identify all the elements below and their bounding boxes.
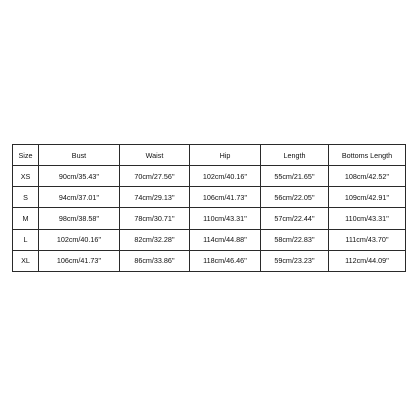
cell-bottoms-length: 109cm/42.91'' <box>329 187 406 208</box>
cell-waist: 70cm/27.56'' <box>120 166 190 187</box>
cell-bust: 102cm/40.16'' <box>39 229 120 250</box>
table-row <box>13 250 406 271</box>
cell-length: 59cm/23.23'' <box>261 250 329 271</box>
table-row <box>13 229 406 250</box>
cell-waist: 86cm/33.86'' <box>120 250 190 271</box>
cell-bust: 90cm/35.43'' <box>39 166 120 187</box>
cell-size: XS <box>13 166 39 187</box>
cell-waist: 82cm/32.28'' <box>120 229 190 250</box>
cell-hip: 106cm/41.73'' <box>190 187 261 208</box>
cell-waist: 74cm/29.13'' <box>120 187 190 208</box>
table-row <box>13 166 406 187</box>
size-chart-table <box>12 144 406 272</box>
cell-size: L <box>13 229 39 250</box>
cell-hip: 114cm/44.88'' <box>190 229 261 250</box>
cell-bottoms-length: 108cm/42.52'' <box>329 166 406 187</box>
header-row <box>13 145 406 166</box>
cell-bust: 98cm/38.58'' <box>39 208 120 229</box>
cell-waist: 78cm/30.71'' <box>120 208 190 229</box>
cell-bottoms-length: 111cm/43.70'' <box>329 229 406 250</box>
cell-length: 58cm/22.83'' <box>261 229 329 250</box>
cell-size: XL <box>13 250 39 271</box>
cell-size: M <box>13 208 39 229</box>
cell-hip: 118cm/46.46'' <box>190 250 261 271</box>
header-size: Size <box>13 145 39 166</box>
cell-size: S <box>13 187 39 208</box>
table-row <box>13 187 406 208</box>
cell-bust: 106cm/41.73'' <box>39 250 120 271</box>
cell-bust: 94cm/37.01'' <box>39 187 120 208</box>
table-row <box>13 208 406 229</box>
header-length: Length <box>261 145 329 166</box>
cell-hip: 110cm/43.31'' <box>190 208 261 229</box>
header-bust: Bust <box>39 145 120 166</box>
cell-bottoms-length: 110cm/43.31'' <box>329 208 406 229</box>
cell-length: 55cm/21.65'' <box>261 166 329 187</box>
header-hip: Hip <box>190 145 261 166</box>
header-waist: Waist <box>120 145 190 166</box>
cell-length: 56cm/22.05'' <box>261 187 329 208</box>
cell-hip: 102cm/40.16'' <box>190 166 261 187</box>
cell-length: 57cm/22.44'' <box>261 208 329 229</box>
cell-bottoms-length: 112cm/44.09'' <box>329 250 406 271</box>
header-bottoms-length: Bottoms Length <box>329 145 406 166</box>
